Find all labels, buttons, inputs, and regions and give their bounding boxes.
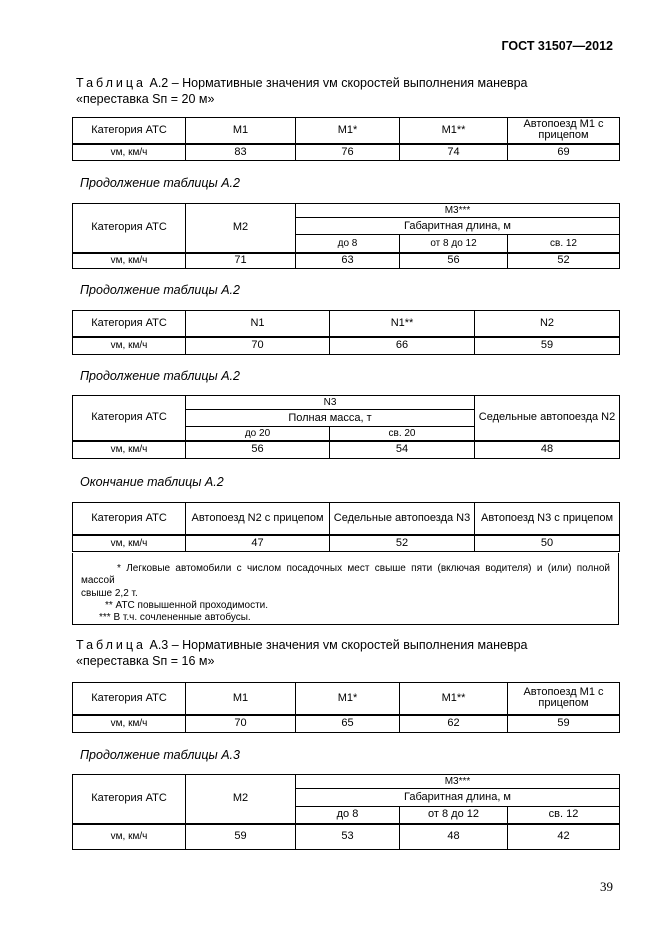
value-cell: 56 <box>186 441 330 459</box>
table-a3-part1 <box>72 682 620 733</box>
value-cell: 69 <box>508 144 620 161</box>
value-cell: 76 <box>296 144 400 161</box>
table-a2-title: Таблица А.2 – Нормативные значения vм скоростей выполнения маневра «переставка Sп = 20 м» <box>76 76 528 106</box>
value-cell: 48 <box>400 824 508 850</box>
value-cell: 62 <box>400 715 508 733</box>
continuation-heading: Продолжение таблицы А.2 <box>80 176 240 190</box>
standard-header: ГОСТ 31507—2012 <box>501 39 613 53</box>
continuation-heading: Продолжение таблицы А.3 <box>80 748 240 762</box>
value-cell: 48 <box>475 441 620 459</box>
col-n2: N2 <box>475 311 620 337</box>
length-header: Габаритная длина, м <box>296 218 620 235</box>
length-header: Габаритная длина, м <box>296 789 620 807</box>
row-label: vм, км/ч <box>73 715 186 733</box>
subcol: до 20 <box>186 427 330 441</box>
note-2: ** АТС повышенной проходимости. <box>105 600 269 611</box>
value-cell: 56 <box>400 253 508 269</box>
col-m3: M3*** <box>296 775 620 789</box>
value-cell: 71 <box>186 253 296 269</box>
col-m1-star: M1* <box>296 683 400 715</box>
value-cell: 70 <box>186 337 330 355</box>
col-m1-star: M1* <box>296 118 400 144</box>
category-header: Категория АТС <box>73 683 186 715</box>
col-saddle-n2: Седельные автопоезда N2 <box>475 396 620 441</box>
table-a2-part3 <box>72 310 620 355</box>
category-header: Категория АТС <box>73 396 186 441</box>
row-label: vм, км/ч <box>73 535 186 552</box>
row-label: vм, км/ч <box>73 824 186 850</box>
category-header: Категория АТС <box>73 503 186 535</box>
subcol: от 8 до 12 <box>400 235 508 253</box>
end-heading: Окончание таблицы А.2 <box>80 475 224 489</box>
col-m2: M2 <box>186 775 296 824</box>
value-cell: 83 <box>186 144 296 161</box>
continuation-heading: Продолжение таблицы А.2 <box>80 283 240 297</box>
col-m1-trailer: Автопоезд М1 с прицепом <box>508 118 620 144</box>
value-cell: 54 <box>330 441 475 459</box>
table-a2-part4 <box>72 395 620 459</box>
value-cell: 59 <box>186 824 296 850</box>
table-a2-part5 <box>72 502 620 552</box>
category-header: Категория АТС <box>73 204 186 253</box>
value-cell: 70 <box>186 715 296 733</box>
row-label: vм, км/ч <box>73 337 186 355</box>
note-3: *** В т.ч. сочлененные автобусы. <box>99 612 251 623</box>
category-header: Категория АТС <box>73 118 186 144</box>
subcol: до 8 <box>296 807 400 824</box>
col-m1-trailer: Автопоезд М1 с прицепом <box>508 683 620 715</box>
row-label: vм, км/ч <box>73 441 186 459</box>
value-cell: 74 <box>400 144 508 161</box>
col-n2-trailer: Автопоезд N2 с прицепом <box>186 503 330 535</box>
note-1: * Легковые автомобили с числом посадочных мест свыше пяти (включая водителя) и (или) полной массой <box>81 563 610 586</box>
note-1-cont: свыше 2,2 т. <box>81 588 138 599</box>
row-label: vм, км/ч <box>73 253 186 269</box>
col-m1-2star: M1** <box>400 683 508 715</box>
continuation-heading: Продолжение таблицы А.2 <box>80 369 240 383</box>
col-m2: M2 <box>186 204 296 253</box>
value-cell: 53 <box>296 824 400 850</box>
mass-header: Полная масса, т <box>186 410 475 427</box>
category-header: Категория АТС <box>73 775 186 824</box>
table-a2-part1 <box>72 117 620 161</box>
col-saddle-n3: Седельные автопоезда N3 <box>330 503 475 535</box>
col-m1: M1 <box>186 683 296 715</box>
col-n3-trailer: Автопоезд N3 с прицепом <box>475 503 620 535</box>
table-a3-title: Таблица А.3 – Нормативные значения vм скоростей выполнения маневра «переставка Sп = 16 м» <box>76 638 528 668</box>
col-n1: N1 <box>186 311 330 337</box>
value-cell: 65 <box>296 715 400 733</box>
subcol: св. 12 <box>508 235 620 253</box>
col-n1-2star: N1** <box>330 311 475 337</box>
subcol: св. 20 <box>330 427 475 441</box>
page-number: 39 <box>600 879 613 894</box>
row-label: vм, км/ч <box>73 144 186 161</box>
table-notes <box>72 553 619 625</box>
value-cell: 52 <box>330 535 475 552</box>
value-cell: 50 <box>475 535 620 552</box>
value-cell: 59 <box>508 715 620 733</box>
value-cell: 59 <box>475 337 620 355</box>
table-a2-part2 <box>72 203 620 269</box>
subcol: до 8 <box>296 235 400 253</box>
subcol: св. 12 <box>508 807 620 824</box>
col-m1-2star: M1** <box>400 118 508 144</box>
value-cell: 66 <box>330 337 475 355</box>
value-cell: 52 <box>508 253 620 269</box>
table-a3-part2 <box>72 774 620 850</box>
value-cell: 47 <box>186 535 330 552</box>
col-m1: M1 <box>186 118 296 144</box>
value-cell: 63 <box>296 253 400 269</box>
category-header: Категория АТС <box>73 311 186 337</box>
subcol: от 8 до 12 <box>400 807 508 824</box>
col-n3: N3 <box>186 396 475 410</box>
col-m3: M3*** <box>296 204 620 218</box>
value-cell: 42 <box>508 824 620 850</box>
